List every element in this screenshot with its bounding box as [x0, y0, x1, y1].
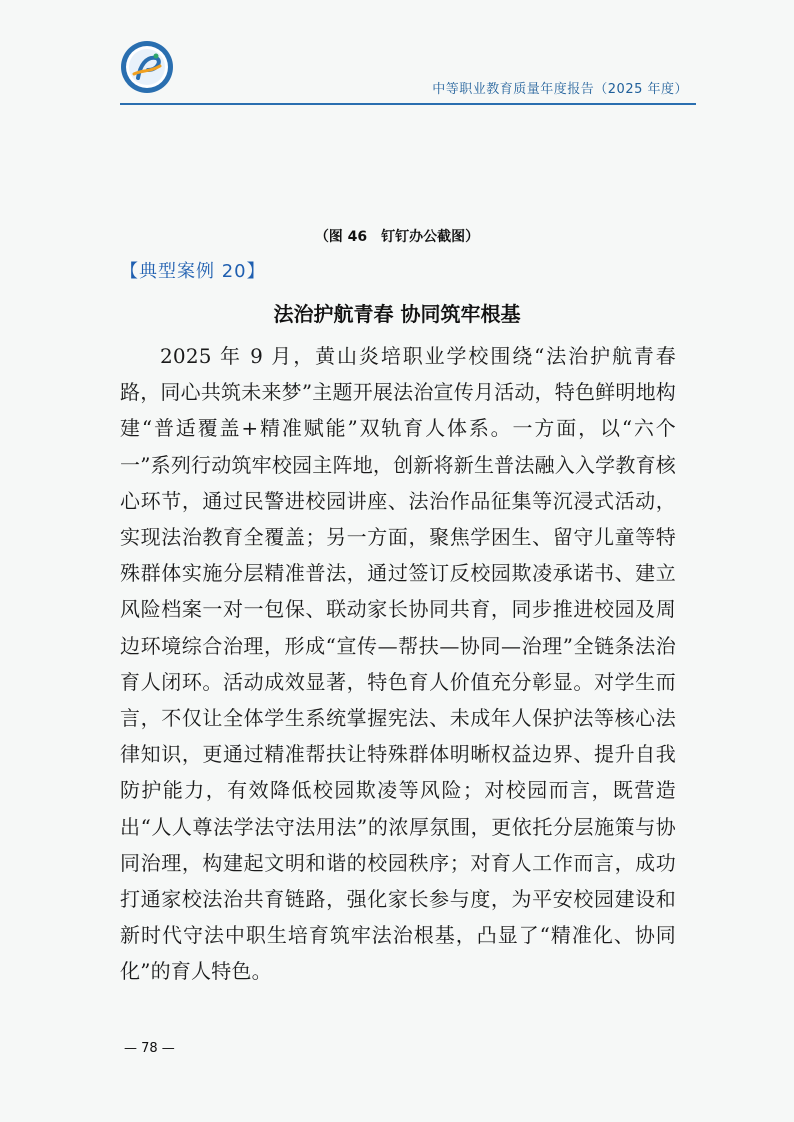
school-emblem-icon — [120, 40, 174, 94]
case-body-paragraph: 2025 年 9 月，黄山炎培职业学校围绕“法治护航青春路，同心共筑未来梦”主题开展法治宣传月活动，特色鲜明地构建“普适覆盖+精准赋能”双轨育人体系。一方面，以“六个一”系列行动筑牢校园主阵地，创新将新生普法融入入学教育核心环节，通过民警进校园讲座、法治作品征集等沉浸式活动，实现法治教育全覆盖；另一方面，聚焦学困生、留守儿童等特殊群体实施分层精准普法，通过签订反校园欺凌承诺书、建立风险档案一对一包保、联动家长协同共育，同步推进校园及周边环境综合治理，形成“宣传—帮扶—协同—治理”全链条法治育人闭环。活动成效显著，特色育人价值充分彰显。对学生而言，不仅让全体学生系统掌握宪法、未成年人保护法等核心法律知识，更通过精准帮扶让特殊群体明晰权益边界、提升自我防护能力，有效降低校园欺凌等风险；对校园而言，既营造出“人人尊法学法守法用法”的浓厚氛围，更依托分层施策与协同治理，构建起文明和谐的校园秩序；对育人工作而言，成功打通家校法治共育链路，强化家长参与度，为平安校园建设和新时代守法中职生培育筑牢法治根基，凸显了“精准化、协同化”的育人特色。 — [120, 344, 676, 984]
header-divider — [120, 103, 696, 105]
case-title: 法治护航青春 协同筑牢根基 — [273, 302, 521, 326]
page-number: — 78 — — [124, 1041, 175, 1056]
report-header-title: 中等职业教育质量年度报告（2025 年度） — [432, 82, 688, 97]
case-label: 【典型案例 20】 — [120, 261, 266, 282]
figure-caption: （图 46 钉钉办公截图） — [314, 229, 480, 245]
